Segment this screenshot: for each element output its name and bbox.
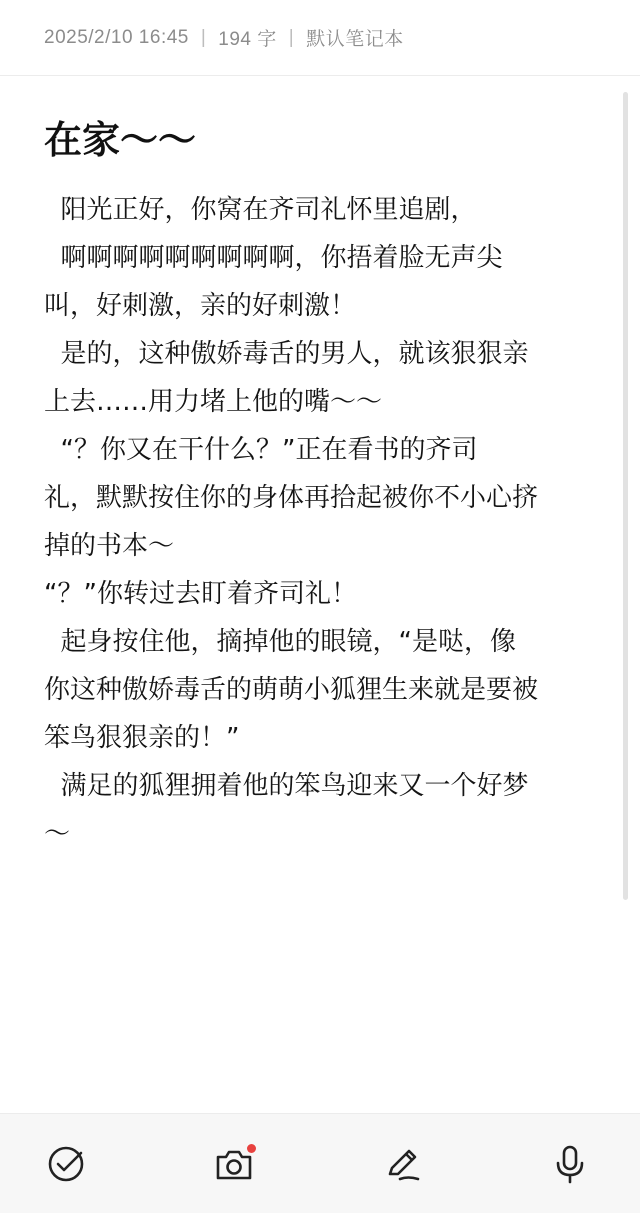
note-line: 阳光正好，你窝在齐司礼怀里追剧， <box>44 195 477 225</box>
note-line: 掉的书本～ <box>44 531 175 561</box>
note-line: “？你又在干什么？”正在看书的齐司 <box>44 435 478 465</box>
microphone-icon <box>553 1144 587 1184</box>
note-title[interactable]: 在家～～ <box>44 118 197 162</box>
note-line: 满足的狐狸拥着他的笨鸟迎来又一个好梦 <box>44 771 529 801</box>
notification-dot <box>247 1144 256 1153</box>
handwriting-button[interactable] <box>382 1144 422 1184</box>
note-line: 叫，好刺激，亲的好刺激！ <box>44 291 357 321</box>
checkmark-circle-icon <box>47 1145 85 1183</box>
note-body[interactable] <box>44 186 600 858</box>
bottom-toolbar <box>0 1113 640 1213</box>
word-count: 194 字 <box>218 29 277 50</box>
note-line: 起身按住他，摘掉他的眼镜，“是哒，像 <box>44 627 516 657</box>
note-line: 啊啊啊啊啊啊啊啊啊，你捂着脸无声尖 <box>44 243 503 273</box>
note-line: 你这种傲娇毒舌的萌萌小狐狸生来就是要被 <box>44 675 539 705</box>
scrollbar[interactable] <box>623 92 628 900</box>
note-line: “？”你转过去盯着齐司礼！ <box>44 579 357 609</box>
checklist-button[interactable] <box>46 1144 86 1184</box>
note-line: 上去……用力堵上他的嘴～～ <box>44 387 383 417</box>
note-line: 是的，这种傲娇毒舌的男人，就该狠狠亲 <box>44 339 529 369</box>
voice-input-button[interactable] <box>550 1144 590 1184</box>
camera-button[interactable] <box>214 1144 254 1184</box>
note-line: 笨鸟狠狠亲的！” <box>44 723 240 753</box>
note-editor[interactable] <box>44 108 600 858</box>
note-line: ～ <box>44 819 71 849</box>
meta-separator: | <box>288 26 295 48</box>
notebook-name[interactable]: 默认笔记本 <box>306 29 404 50</box>
note-datetime: 2025/2/10 16:45 <box>44 26 189 48</box>
meta-separator: | <box>200 26 207 48</box>
pencil-icon <box>382 1144 422 1184</box>
note-meta-bar <box>0 0 640 76</box>
note-line: 礼，默默按住你的身体再拾起被你不小心挤 <box>44 483 539 513</box>
